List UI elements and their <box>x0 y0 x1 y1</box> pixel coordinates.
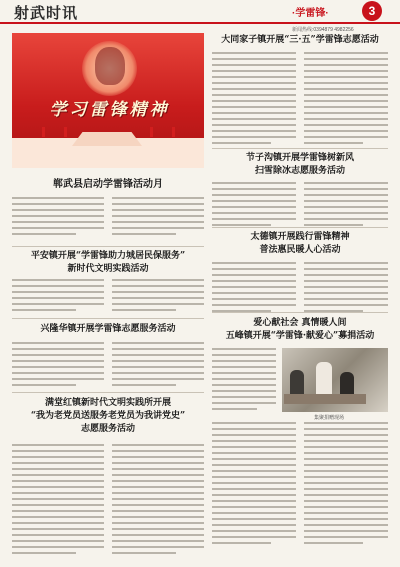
article-6-body-col2 <box>304 182 388 230</box>
article-4-headline: 满堂红镇新时代文明实践所开展 “我为老党员送服务老党员为我讲党史” 志愿服务活动 <box>30 398 186 434</box>
article-2-body-col2 <box>112 279 204 315</box>
article-8-body <box>212 348 276 414</box>
divider <box>12 246 204 247</box>
masthead <box>0 0 400 24</box>
article-8-body-col1b <box>212 422 296 548</box>
banner-title: 学习雷锋精神 <box>49 100 170 120</box>
article-1-body <box>12 197 104 239</box>
divider <box>12 392 204 393</box>
edition-line: 新闻热线:0394879 4982256 <box>292 27 354 33</box>
article-7-body-col2 <box>304 262 388 316</box>
flag-icon <box>64 127 67 137</box>
building-illustration <box>12 138 204 168</box>
article-8-body-col2 <box>304 422 388 548</box>
article-8-headline: 爱心献社会 真情暖人间 五峰镇开展“学雷锋·献爱心”募捐活动 <box>225 318 375 341</box>
article-5-body <box>212 52 296 148</box>
banner-image <box>12 33 204 168</box>
paper-name: 射武时讯 <box>14 4 79 22</box>
article-1-body-col2 <box>112 197 204 239</box>
article-7-body <box>212 262 296 316</box>
article-7-headline: 太德镇开展践行雷锋精神 普法惠民暖人心活动 <box>250 232 350 255</box>
page-number-badge: 3 <box>362 1 382 21</box>
article-6-body <box>212 182 296 230</box>
article-4-body <box>12 444 104 558</box>
article-3-headline: 兴隆华镇开展学雷锋志愿服务活动 <box>40 324 176 334</box>
article-4-body-col2 <box>112 444 204 558</box>
photo-caption: 集聚捐赠现场 <box>314 415 345 421</box>
article-6-headline: 节子沟镇开展学雷锋树新风 扫雪除冰志愿服务活动 <box>245 153 354 176</box>
divider <box>12 318 204 319</box>
article-8-photo <box>282 348 388 412</box>
article-5-headline: 大同家子镇开展“三·五”学雷锋志愿活动 <box>221 35 379 45</box>
article-2-body <box>12 279 104 315</box>
article-2-headline: 平安镇开展“学雷锋助力城居民保服务” 新时代文明实践活动 <box>30 251 186 274</box>
flag-icon <box>172 127 175 137</box>
divider <box>212 227 388 228</box>
portrait-silhouette <box>95 47 125 85</box>
article-3-body-col2 <box>112 342 204 390</box>
section-name: ·学雷锋· <box>292 8 329 19</box>
divider <box>212 312 388 313</box>
flag-icon <box>42 127 45 137</box>
article-5-body-col2 <box>304 52 388 148</box>
article-1-headline: 郸武县启动学雷锋活动月 <box>53 179 163 190</box>
divider <box>212 148 388 149</box>
article-3-body <box>12 342 104 390</box>
flag-icon <box>150 127 153 137</box>
